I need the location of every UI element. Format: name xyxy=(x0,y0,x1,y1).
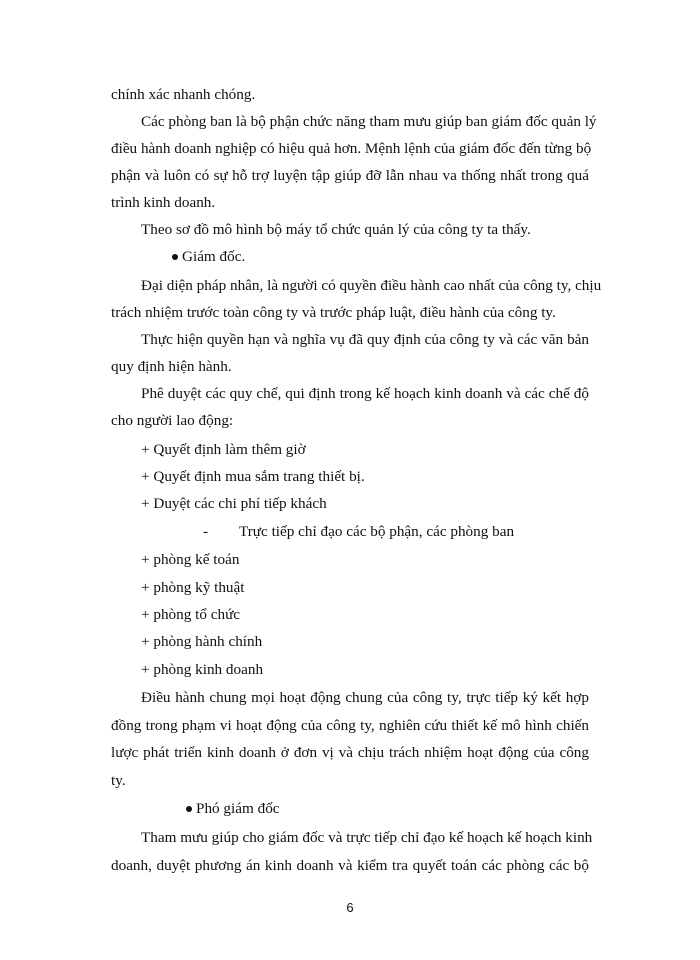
paragraph-line: phận và luôn có sự hỗ trợ luyện tập giúp đỡ lẫn nhau va thống nhất trong quá xyxy=(111,167,589,184)
paragraph-line: doanh, duyệt phương án kinh doanh và kiểm tra quyết toán các phòng các bộ xyxy=(111,857,589,874)
paragraph-line: chính xác nhanh chóng. xyxy=(111,86,256,103)
section-heading-text: Giám đốc. xyxy=(182,248,246,265)
dash-list-item xyxy=(203,522,514,542)
paragraph-line: lược phát triển kinh doanh ở đơn vị và chịu trách nhiệm hoạt động của công xyxy=(111,744,589,761)
list-item: + Duyệt các chi phí tiếp khách xyxy=(141,495,327,512)
paragraph-line: quy định hiện hành. xyxy=(111,358,232,375)
list-item: + phòng hành chính xyxy=(141,633,263,650)
paragraph-line: trách nhiệm trước toàn công ty và trước pháp luật, điều hành của công ty. xyxy=(111,304,556,321)
section-heading-pho-giam-doc xyxy=(186,799,280,819)
paragraph-line: Đại diện pháp nhân, là người có quyền điều hành cao nhất của công ty, chịu xyxy=(141,277,602,294)
list-item: + Quyết định làm thêm giờ xyxy=(141,441,306,458)
dash-marker: - xyxy=(203,523,209,540)
section-heading-text: Phó giám đốc xyxy=(196,800,280,817)
list-item: + phòng kinh doanh xyxy=(141,661,264,678)
paragraph-line: ty. xyxy=(111,772,126,789)
paragraph-line: Các phòng ban là bộ phận chức năng tham mưu giúp ban giám đốc quản lý xyxy=(141,113,597,130)
paragraph-line: đồng trong phạm vi hoạt động của công ty, nghiên cứu thiết kế mô hình chiến xyxy=(111,717,589,734)
dash-item-text: Trực tiếp chỉ đạo các bộ phận, các phòng ban xyxy=(239,523,515,540)
paragraph-line: Thực hiện quyền hạn và nghĩa vụ đã quy định của công ty và các văn bản xyxy=(141,331,589,348)
paragraph-line: Theo sơ đồ mô hình bộ máy tổ chức quản lý của công ty ta thấy. xyxy=(141,221,531,238)
list-item: + phòng kế toán xyxy=(141,551,240,568)
page-number: 6 xyxy=(346,900,354,915)
paragraph-line: cho người lao động: xyxy=(111,412,234,429)
section-heading-giam-doc xyxy=(172,247,245,267)
paragraph-line: trình kinh doanh. xyxy=(111,194,216,211)
paragraph-line: Phê duyệt các quy chế, qui định trong kế hoạch kinh doanh và các chế độ xyxy=(141,385,589,402)
bullet-icon xyxy=(172,254,178,260)
list-item: + Quyết định mua sắm trang thiết bị. xyxy=(141,468,365,485)
paragraph-line: Tham mưu giúp cho giám đốc và trực tiếp chỉ đạo kế hoạch kế hoạch kinh xyxy=(141,829,593,846)
paragraph-line: điều hành doanh nghiệp có hiệu quả hơn. Mệnh lệnh của giám đốc đến từng bộ xyxy=(111,140,592,157)
list-item: + phòng kỹ thuật xyxy=(141,579,245,596)
bullet-icon xyxy=(186,806,192,812)
list-item: + phòng tổ chức xyxy=(141,606,241,623)
paragraph-line: Điều hành chung mọi hoạt động chung của công ty, trực tiếp ký kết hợp xyxy=(141,689,589,706)
